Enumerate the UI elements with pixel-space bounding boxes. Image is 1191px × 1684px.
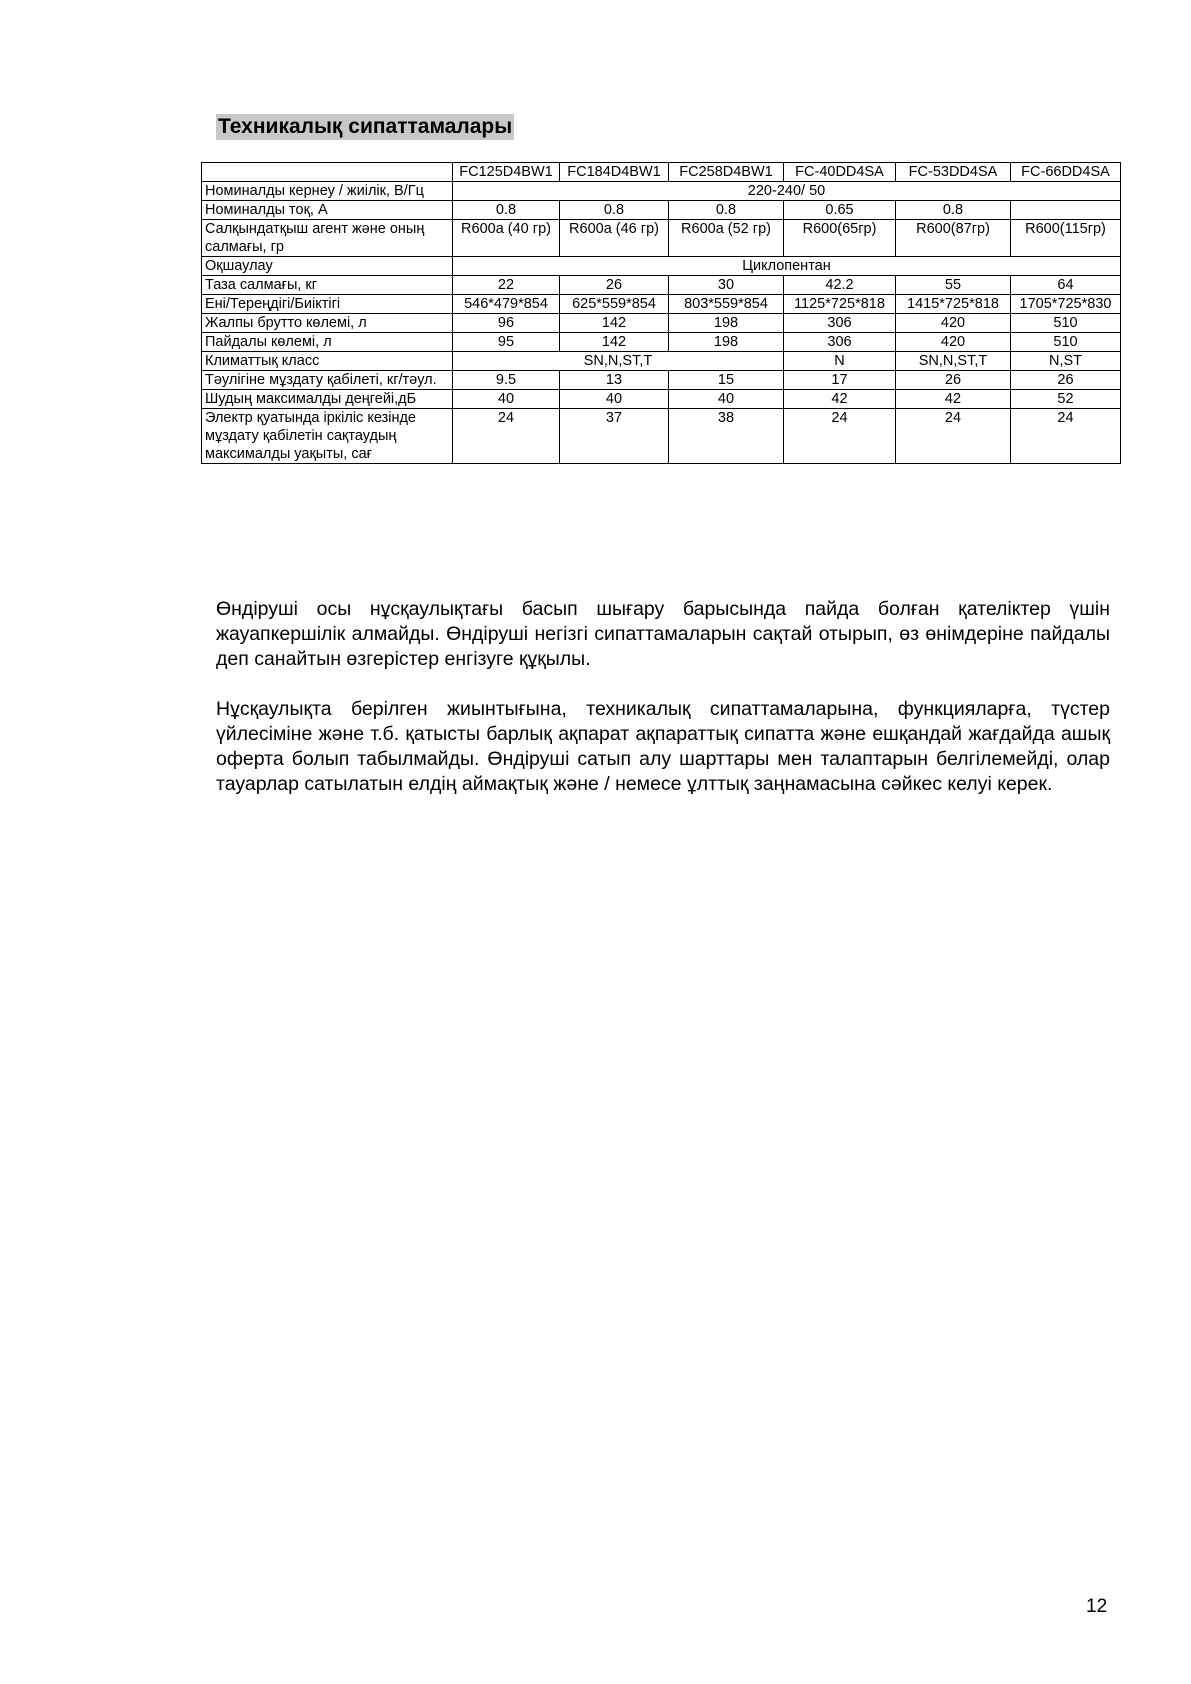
table-row-power-outage bbox=[202, 409, 1121, 464]
table-cell: 64 bbox=[1011, 276, 1121, 295]
table-cell: 1705*725*830 bbox=[1011, 295, 1121, 314]
table-cell: 198 bbox=[669, 333, 784, 352]
model-header: FC258D4BW1 bbox=[669, 163, 784, 182]
row-label: Оқшаулау bbox=[202, 257, 453, 276]
table-cell: 17 bbox=[784, 371, 896, 390]
table-cell: 625*559*854 bbox=[560, 295, 669, 314]
table-cell: 0.8 bbox=[896, 201, 1011, 220]
table-cell: 306 bbox=[784, 314, 896, 333]
row-label: Жалпы брутто көлемі, л bbox=[202, 314, 453, 333]
table-cell: 420 bbox=[896, 333, 1011, 352]
table-cell: 24 bbox=[896, 409, 1011, 464]
table-cell: 26 bbox=[896, 371, 1011, 390]
table-cell: 40 bbox=[453, 390, 560, 409]
table-cell: 42.2 bbox=[784, 276, 896, 295]
table-cell: 24 bbox=[453, 409, 560, 464]
row-label: Климаттық класс bbox=[202, 352, 453, 371]
table-cell: N bbox=[784, 352, 896, 371]
table-cell: 24 bbox=[784, 409, 896, 464]
table-cell: 42 bbox=[896, 390, 1011, 409]
insulation-value: Циклопентан bbox=[453, 257, 1121, 276]
model-header: FC-66DD4SA bbox=[1011, 163, 1121, 182]
table-cell: R600(115гр) bbox=[1011, 220, 1121, 257]
spec-table bbox=[201, 162, 1121, 464]
table-row-noise bbox=[202, 390, 1121, 409]
table-cell: R600(87гр) bbox=[896, 220, 1011, 257]
table-cell: 510 bbox=[1011, 333, 1121, 352]
row-label: Электр қуатында іркіліс кезінде мұздату қабілетін сақтаудың максималды уақыты, сағ bbox=[202, 409, 453, 464]
table-cell: 420 bbox=[896, 314, 1011, 333]
table-cell: 13 bbox=[560, 371, 669, 390]
table-cell: 40 bbox=[560, 390, 669, 409]
table-cell: 803*559*854 bbox=[669, 295, 784, 314]
table-row-insulation bbox=[202, 257, 1121, 276]
table-cell: 30 bbox=[669, 276, 784, 295]
table-cell: 510 bbox=[1011, 314, 1121, 333]
table-cell: 9.5 bbox=[453, 371, 560, 390]
table-header-row bbox=[202, 163, 1121, 182]
table-row-current bbox=[202, 201, 1121, 220]
page-number: 12 bbox=[1086, 1596, 1108, 1617]
model-header: FC125D4BW1 bbox=[453, 163, 560, 182]
table-cell: 306 bbox=[784, 333, 896, 352]
table-cell: R600a (46 гр) bbox=[560, 220, 669, 257]
table-cell: R600a (40 гр) bbox=[453, 220, 560, 257]
voltage-value: 220-240/ 50 bbox=[453, 182, 1121, 201]
row-label: Тәулігіне мұздату қабілеті, кг/тәул. bbox=[202, 371, 453, 390]
table-row-useful-volume bbox=[202, 333, 1121, 352]
row-label: Шудың максималды деңгейі,дБ bbox=[202, 390, 453, 409]
table-cell: 95 bbox=[453, 333, 560, 352]
table-row-gross-volume bbox=[202, 314, 1121, 333]
table-cell: 42 bbox=[784, 390, 896, 409]
row-label: Салқындатқыш агент және оның салмағы, гр bbox=[202, 220, 453, 257]
table-row-voltage bbox=[202, 182, 1121, 201]
row-label: Ені/Тереңдігі/Биіктігі bbox=[202, 295, 453, 314]
table-cell: 1415*725*818 bbox=[896, 295, 1011, 314]
page-title: Техникалық сипаттамалары bbox=[218, 115, 513, 138]
row-label: Номиналды кернеу / жиілік, В/Гц bbox=[202, 182, 453, 201]
table-cell: 26 bbox=[1011, 371, 1121, 390]
row-label: Таза салмағы, кг bbox=[202, 276, 453, 295]
table-cell: 0.65 bbox=[784, 201, 896, 220]
table-cell: 1125*725*818 bbox=[784, 295, 896, 314]
information-paragraph: Нұсқаулықта берілген жиынтығына, техникалық сипаттамаларына, функцияларға, түстер үйлесіміне және т.б. қатысты барлық ақпарат ақпараттық сипатта және ешқандай жағдайда ашық оферта болып табылмайды. Өндіруші сатып алу шарттары мен талаптарын белгілемейді, олар тауарлар сатылатын елдің аймақтық және / немесе ұлттық заңнамасына сәйкес келуі керек. bbox=[216, 698, 1110, 795]
table-row-refrigerant bbox=[202, 220, 1121, 257]
table-cell: 55 bbox=[896, 276, 1011, 295]
table-cell: 142 bbox=[560, 314, 669, 333]
table-cell: R600(65гр) bbox=[784, 220, 896, 257]
table-cell: 38 bbox=[669, 409, 784, 464]
header-empty-cell bbox=[202, 163, 453, 182]
table-cell: 52 bbox=[1011, 390, 1121, 409]
table-cell: 198 bbox=[669, 314, 784, 333]
model-header: FC184D4BW1 bbox=[560, 163, 669, 182]
table-cell: 96 bbox=[453, 314, 560, 333]
table-cell: 0.8 bbox=[453, 201, 560, 220]
model-header: FC-40DD4SA bbox=[784, 163, 896, 182]
table-cell: SN,N,ST,T bbox=[453, 352, 784, 371]
table-cell: SN,N,ST,T bbox=[896, 352, 1011, 371]
table-cell: 15 bbox=[669, 371, 784, 390]
table-cell: 142 bbox=[560, 333, 669, 352]
table-cell: 22 bbox=[453, 276, 560, 295]
table-cell: 26 bbox=[560, 276, 669, 295]
row-label: Номиналды тоқ, А bbox=[202, 201, 453, 220]
table-cell: 37 bbox=[560, 409, 669, 464]
row-label: Пайдалы көлемі, л bbox=[202, 333, 453, 352]
table-row-freezing-capacity bbox=[202, 371, 1121, 390]
table-cell: 0.8 bbox=[560, 201, 669, 220]
table-cell: 40 bbox=[669, 390, 784, 409]
table-cell: 24 bbox=[1011, 409, 1121, 464]
model-header: FC-53DD4SA bbox=[896, 163, 1011, 182]
table-cell: 546*479*854 bbox=[453, 295, 560, 314]
table-cell: N,ST bbox=[1011, 352, 1121, 371]
table-row-dimensions bbox=[202, 295, 1121, 314]
table-cell: R600a (52 гр) bbox=[669, 220, 784, 257]
table-cell: 0.8 bbox=[669, 201, 784, 220]
table-cell bbox=[1011, 201, 1121, 220]
table-row-climate-class bbox=[202, 352, 1121, 371]
table-row-net-weight bbox=[202, 276, 1121, 295]
disclaimer-paragraph: Өндіруші осы нұсқаулықтағы басып шығару барысында пайда болған қателіктер үшін жауапкершілік алмайды. Өндіруші негізгі сипаттамаларын сақтай отырып, өз өнімдеріне пайдалы деп санайтын өзгерістер енгізуге құқылы. bbox=[216, 598, 1110, 670]
